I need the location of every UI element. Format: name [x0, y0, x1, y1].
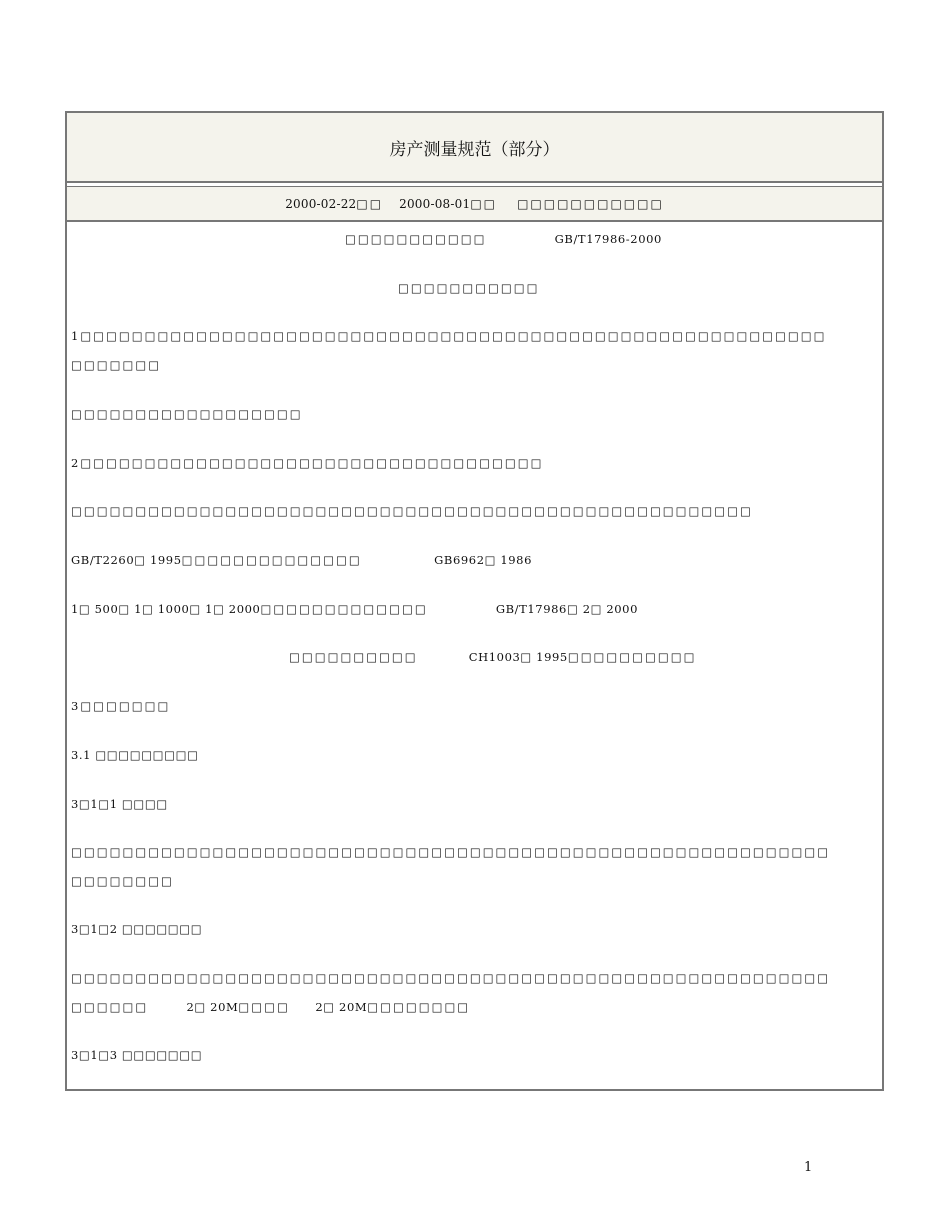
standard-code: GB/T17986-2000 — [554, 232, 662, 246]
section-heading: 3.1 □□□□□□□□□ — [71, 748, 199, 762]
paragraph: □□□□□□□□□□□□□□□□□□ — [71, 407, 303, 421]
section-subtitle: □□□□□□□□□□□ — [398, 281, 540, 295]
document-title: 房产测量规范（部分） — [389, 139, 560, 160]
paragraph: □□□□□□□□ — [71, 874, 174, 888]
document-meta-row — [67, 186, 882, 222]
reference-line: GB/T2260□ 1995□□□□□□□□□□□□□□ GB6962□ 1986 — [71, 553, 533, 567]
reference-line: 1□ 500□ 1□ 1000□ 1□ 2000□□□□□□□□□□□□□ GB/T17986□ 2□ 2000 — [71, 602, 639, 616]
effective-date: 2000-08-01 — [399, 196, 471, 211]
section-heading: 3□1□2 □□□□□□□ — [71, 922, 203, 936]
reference-line: □□□□□□□□□□ CH1003□ 1995□□□□□□□□□□ — [289, 650, 697, 664]
paragraph: □□□□□□□□□□□□□□□□□□□□□□□□□□□□□□□□□□□□□□□□□□□□□□□□□□□□□□□□□□□ — [71, 971, 831, 985]
effective-date-suffix: □□ — [470, 196, 497, 211]
paragraph: 2□□□□□□□□□□□□□□□□□□□□□□□□□□□□□□□□□□□□ — [71, 456, 544, 470]
paragraph: 1□□□□□□□□□□□□□□□□□□□□□□□□□□□□□□□□□□□□□□□□□□□□□□□□□□□□□□□□□□ — [71, 329, 827, 343]
issuer: □□□□□□□□□□□ — [517, 196, 664, 211]
document-frame — [65, 111, 884, 1091]
page-number: 1 — [804, 1160, 813, 1175]
publish-date: 2000-02-22 — [285, 196, 357, 211]
paragraph: □□□□□□ 2□ 20M□□□□ 2□ 20M□□□□□□□□ — [71, 1000, 471, 1014]
paragraph: □□□□□□□□□□□□□□□□□□□□□□□□□□□□□□□□□□□□□□□□□□□□□□□□□□□□□□□□□□□ — [71, 845, 831, 859]
section-heading: 3□1□3 □□□□□□□ — [71, 1048, 203, 1062]
paragraph: □□□□□□□ — [71, 358, 162, 372]
section-heading: 3□1□1 □□□□ — [71, 797, 168, 811]
standard-line: □□□□□□□□□□□ GB/T17986-2000 — [345, 232, 662, 246]
document-title-row — [67, 113, 882, 183]
publish-date-suffix: □□ — [356, 196, 384, 211]
paragraph: □□□□□□□□□□□□□□□□□□□□□□□□□□□□□□□□□□□□□□□□□□□□□□□□□□□□□ — [71, 504, 753, 518]
section-heading: 3□□□□□□□ — [71, 699, 171, 713]
